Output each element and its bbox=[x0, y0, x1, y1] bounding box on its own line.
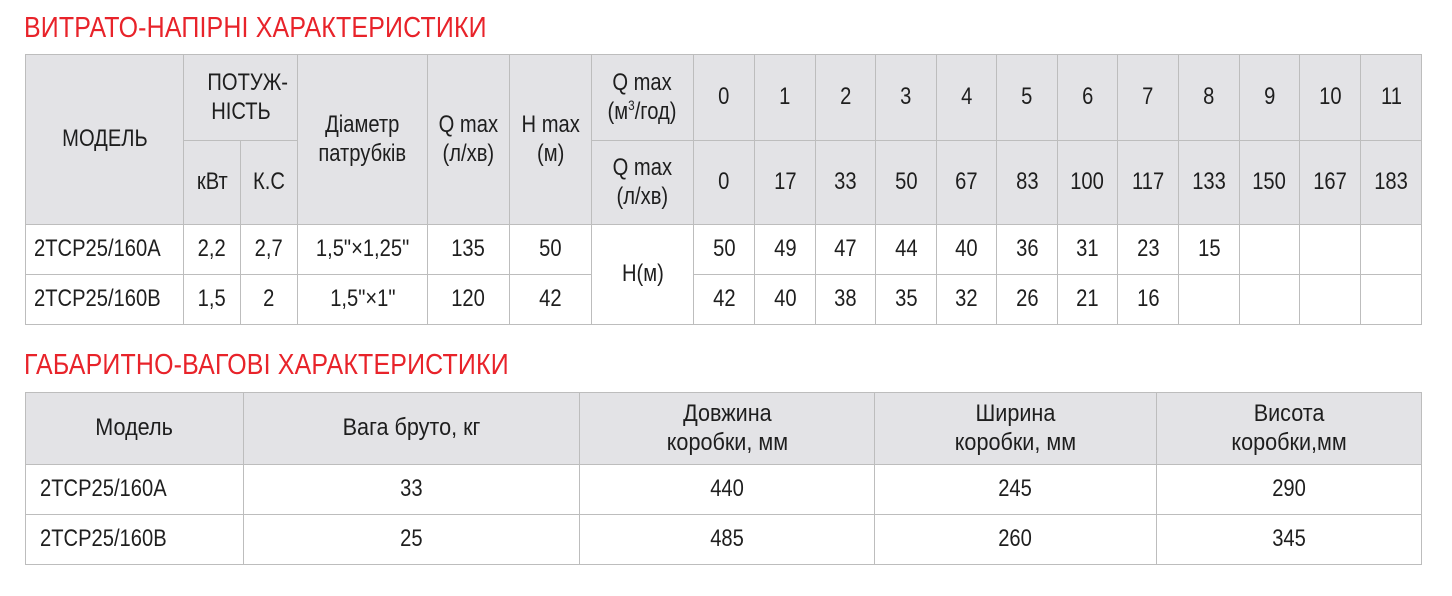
height-cell: 345 bbox=[1157, 515, 1422, 565]
diameter-cell: 1,5"×1" bbox=[298, 275, 428, 325]
diameter-cell: 1,5"×1,25" bbox=[298, 225, 428, 275]
q-m3h-cell: 2 bbox=[816, 55, 876, 141]
q-lmin-cell: 150 bbox=[1240, 141, 1300, 225]
header-hmax: H max (м) bbox=[510, 55, 592, 225]
header-qmax: Q max (л/хв) bbox=[428, 55, 510, 225]
weight-cell: 25 bbox=[244, 515, 580, 565]
q-lmin-cell: 33 bbox=[816, 141, 876, 225]
hmax-cell: 42 bbox=[510, 275, 592, 325]
head-cell: 36 bbox=[997, 225, 1058, 275]
hmax-cell: 50 bbox=[510, 225, 592, 275]
q-lmin-cell: 100 bbox=[1058, 141, 1118, 225]
head-cell bbox=[1179, 275, 1240, 325]
table-row bbox=[26, 515, 1422, 565]
q-lmin-cell: 83 bbox=[997, 141, 1058, 225]
header-length: Довжина коробки, мм bbox=[580, 393, 875, 465]
model-cell: 2TCP25/160B bbox=[26, 275, 184, 325]
width-cell: 260 bbox=[875, 515, 1157, 565]
width-cell: 245 bbox=[875, 465, 1157, 515]
weight-cell: 33 bbox=[244, 465, 580, 515]
q-lmin-cell: 183 bbox=[1361, 141, 1422, 225]
q-m3h-cell: 9 bbox=[1240, 55, 1300, 141]
q-lmin-cell: 133 bbox=[1179, 141, 1240, 225]
head-cell bbox=[1300, 275, 1361, 325]
length-cell: 440 bbox=[580, 465, 875, 515]
q-lmin-cell: 17 bbox=[755, 141, 816, 225]
head-cell bbox=[1361, 225, 1422, 275]
head-cell: 35 bbox=[876, 275, 937, 325]
q-m3h-cell: 10 bbox=[1300, 55, 1361, 141]
header-q-lmin: Q max (л/хв) bbox=[592, 141, 694, 225]
head-cell: 50 bbox=[694, 225, 755, 275]
header-model: Модель bbox=[26, 393, 244, 465]
header-power: ПОТУЖ- НІСТЬ bbox=[184, 55, 298, 141]
q-lmin-cell: 67 bbox=[937, 141, 997, 225]
head-cell: 21 bbox=[1058, 275, 1118, 325]
head-cell: 38 bbox=[816, 275, 876, 325]
head-cell: 16 bbox=[1118, 275, 1179, 325]
q-m3h-cell: 4 bbox=[937, 55, 997, 141]
q-lmin-cell: 117 bbox=[1118, 141, 1179, 225]
head-cell bbox=[1240, 225, 1300, 275]
head-cell: 40 bbox=[937, 225, 997, 275]
hp-cell: 2,7 bbox=[241, 225, 298, 275]
header-diameter: Діаметр патрубків bbox=[298, 55, 428, 225]
dimensions-table bbox=[25, 392, 1422, 565]
dimensions-section-title: ГАБАРИТНО-ВАГОВІ ХАРАКТЕРИСТИКИ bbox=[24, 349, 509, 381]
head-cell: 47 bbox=[816, 225, 876, 275]
header-height: Висота коробки,мм bbox=[1157, 393, 1422, 465]
q-lmin-cell: 0 bbox=[694, 141, 755, 225]
head-cell: 42 bbox=[694, 275, 755, 325]
header-q-m3h: Q max $(м^3/год)$ bbox=[592, 55, 694, 141]
head-cell: 44 bbox=[876, 225, 937, 275]
q-m3h-cell: 8 bbox=[1179, 55, 1240, 141]
q-m3h-cell: 1 bbox=[755, 55, 816, 141]
head-cell bbox=[1300, 225, 1361, 275]
header-width: Ширина коробки, мм bbox=[875, 393, 1157, 465]
q-m3h-cell: 3 bbox=[876, 55, 937, 141]
head-cell: 40 bbox=[755, 275, 816, 325]
q-lmin-cell: 167 bbox=[1300, 141, 1361, 225]
head-cell: 32 bbox=[937, 275, 997, 325]
head-cell: 15 bbox=[1179, 225, 1240, 275]
head-label-cell: Н(м) bbox=[592, 225, 694, 325]
header-model: МОДЕЛЬ bbox=[26, 55, 184, 225]
hp-cell: 2 bbox=[241, 275, 298, 325]
q-lmin-cell: 50 bbox=[876, 141, 937, 225]
header-hp: К.С bbox=[241, 141, 298, 225]
head-cell bbox=[1240, 275, 1300, 325]
height-cell: 290 bbox=[1157, 465, 1422, 515]
performance-table bbox=[25, 54, 1422, 325]
kw-cell: 1,5 bbox=[184, 275, 241, 325]
q-m3h-cell: 6 bbox=[1058, 55, 1118, 141]
performance-section-title: ВИТРАТО-НАПІРНІ ХАРАКТЕРИСТИКИ bbox=[24, 12, 487, 44]
qmax-cell: 135 bbox=[428, 225, 510, 275]
model-cell: 2TCP25/160B bbox=[26, 515, 244, 565]
q-m3h-cell: 5 bbox=[997, 55, 1058, 141]
table-row bbox=[26, 275, 1422, 325]
qmax-cell: 120 bbox=[428, 275, 510, 325]
head-cell: 31 bbox=[1058, 225, 1118, 275]
q-m3h-cell: 7 bbox=[1118, 55, 1179, 141]
header-kw: кВт bbox=[184, 141, 241, 225]
q-m3h-cell: 0 bbox=[694, 55, 755, 141]
model-cell: 2TCP25/160A bbox=[26, 465, 244, 515]
q-m3h-cell: 11 bbox=[1361, 55, 1422, 141]
head-cell: 49 bbox=[755, 225, 816, 275]
head-cell: 23 bbox=[1118, 225, 1179, 275]
kw-cell: 2,2 bbox=[184, 225, 241, 275]
table-row bbox=[26, 225, 1422, 275]
length-cell: 485 bbox=[580, 515, 875, 565]
model-cell: 2TCP25/160A bbox=[26, 225, 184, 275]
table-row bbox=[26, 465, 1422, 515]
head-cell: 26 bbox=[997, 275, 1058, 325]
header-weight: Вага бруто, кг bbox=[244, 393, 580, 465]
head-cell bbox=[1361, 275, 1422, 325]
